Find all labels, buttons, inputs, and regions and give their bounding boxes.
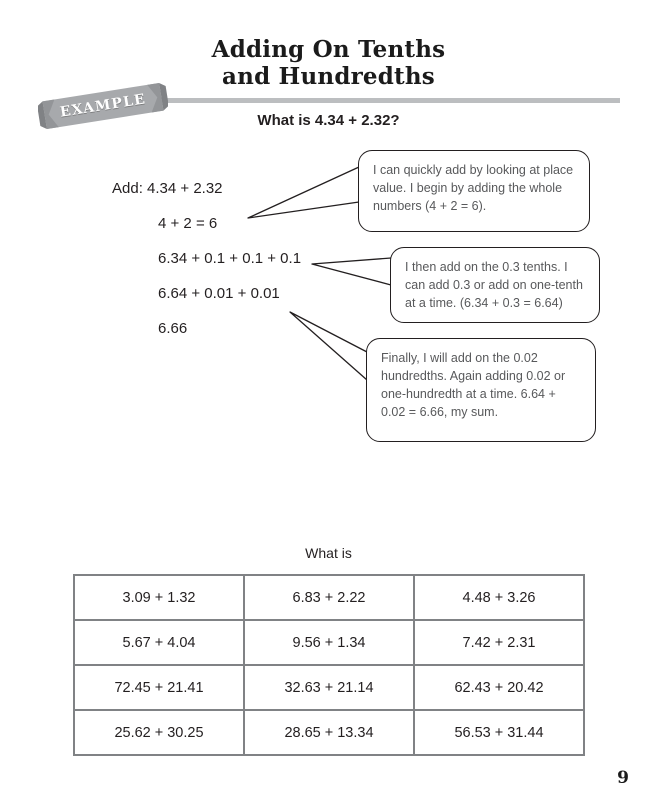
table-cell[interactable]: 9.56 + 1.34 [244, 620, 414, 665]
page-number: 9 [617, 768, 629, 788]
practice-heading: What is [305, 545, 352, 561]
table-cell[interactable]: 32.63 + 21.14 [244, 665, 414, 710]
example-ribbon-label: EXAMPLE [58, 91, 148, 121]
example-step: Add: 4.34 + 2.32 [112, 180, 223, 197]
table-cell[interactable]: 62.43 + 20.42 [414, 665, 584, 710]
practice-table [73, 574, 585, 756]
page-title-line-1: Adding On Tenths [211, 36, 446, 63]
table-cell[interactable]: 3.09 + 1.32 [74, 575, 244, 620]
table-row [74, 575, 584, 620]
header-divider-rule [128, 98, 620, 103]
table-cell[interactable]: 7.42 + 2.31 [414, 620, 584, 665]
table-cell[interactable]: 25.62 + 30.25 [74, 710, 244, 755]
example-step: 4 + 2 = 6 [158, 215, 218, 232]
example-step: 6.64 + 0.01 + 0.01 [158, 285, 280, 302]
table-cell[interactable]: 28.65 + 13.34 [244, 710, 414, 755]
example-steps [112, 180, 352, 355]
table-cell[interactable]: 6.83 + 2.22 [244, 575, 414, 620]
callout-bubble-3: Finally, I will add on the 0.02 hundredths. Again adding 0.02 or one-hundredth at a time. 6.64 + 0.02 = 6.66, my sum. [366, 338, 596, 442]
table-cell[interactable]: 72.45 + 21.41 [74, 665, 244, 710]
table-cell[interactable]: 4.48 + 3.26 [414, 575, 584, 620]
table-row [74, 620, 584, 665]
example-step: 6.34 + 0.1 + 0.1 + 0.1 [158, 250, 302, 267]
example-step: 6.66 [158, 320, 188, 337]
table-cell[interactable]: 56.53 + 31.44 [414, 710, 584, 755]
table-row [74, 665, 584, 710]
page-title-line-2: and Hundredths [222, 63, 435, 90]
callout-bubble-1: I can quickly add by looking at place value. I begin by adding the whole numbers (4 + 2 = 6). [358, 150, 590, 232]
callout-bubble-2: I then add on the 0.3 tenths. I can add 0.3 or add on one-tenth at a time. (6.34 + 0.3 = 6.64) [390, 247, 600, 323]
table-cell[interactable]: 5.67 + 4.04 [74, 620, 244, 665]
example-prompt: What is 4.34 + 2.32? [257, 112, 400, 129]
table-row [74, 710, 584, 755]
